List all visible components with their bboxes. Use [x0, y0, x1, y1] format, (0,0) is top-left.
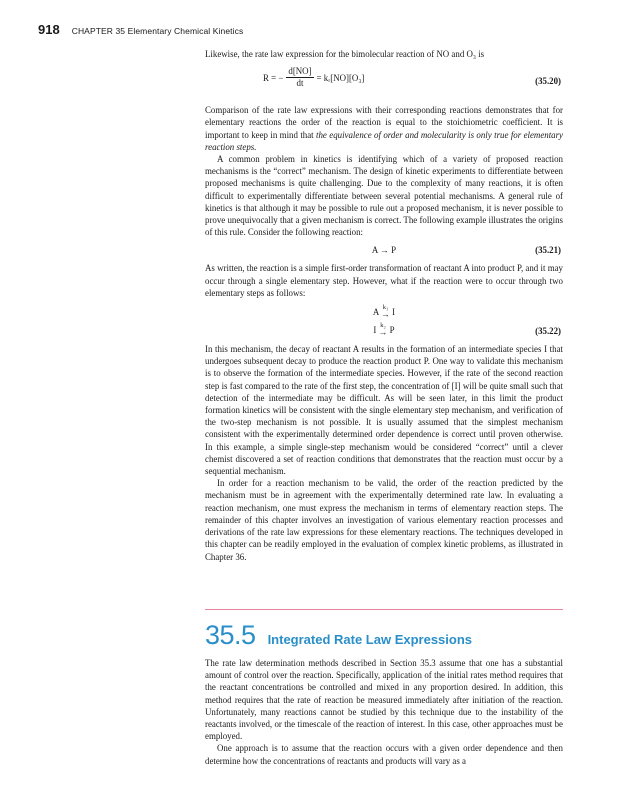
paragraph: One approach is to assume that the reaction occurs with a given order dependence and then determine how the concentrations of reactants and products will vary as a — [205, 743, 563, 766]
equation-number: (35.21) — [535, 245, 561, 256]
equation-lhs: R = − — [263, 72, 284, 83]
emphasis-text: the equivalence of order and molecularity is only true for elementary reaction steps. — [205, 129, 563, 152]
reactant: A — [372, 306, 379, 317]
equation-35-21 — [205, 243, 563, 257]
fraction-numerator: d[NO] — [288, 66, 312, 77]
paragraph: In this mechanism, the decay of reactant A results in the formation of an intermediate species I that undergoes subsequent decay to produce the reaction product P. One way to validate this mechanism is to observe the formation of the intermediate species. However, if the rate of the second reaction step is fast compared to the rate of the first step, the concentration of [I] will be quite small such that detection of the intermediate may be difficult. As will be seen later, in this limit the product formation kinetics will be consistent with the single elementary step mechanism, and verification of the two-step mechanism is not possible. It is usually assumed that the simplest mechanism consistent with the experimentally determined order dependence is correct until proven otherwise. In this example, a simple single-step mechanism would be considered “correct” until a clever chemist discovered a set of reaction conditions that demonstrates that the reaction must occur by a sequential mechanism. — [205, 344, 563, 477]
mechanism-step-1 — [205, 305, 563, 318]
reactant: I — [373, 324, 377, 335]
mechanism-step-2 — [205, 323, 563, 336]
equation-rhs: = kᵣ[NO][O₃] — [316, 72, 365, 83]
product: I — [392, 306, 396, 317]
paragraph — [205, 104, 563, 153]
section-title: Integrated Rate Law Expressions — [267, 632, 473, 647]
section-number: 35.5 — [205, 620, 256, 650]
fraction — [286, 66, 313, 89]
arrow-with-rate-constant — [381, 305, 390, 318]
paragraph: Likewise, the rate law expression for the bimolecular reaction of NO and O₃ is — [205, 49, 485, 59]
paragraph: As written, the reaction is a simple first-order transformation of reactant A into product P, and it may occur through a single elementary step. However, what if the reaction were to occur through two elementary steps as follows: — [205, 263, 563, 298]
equation-number: (35.22) — [535, 326, 561, 337]
rate-constant: k₁ — [382, 304, 389, 312]
section-divider — [205, 609, 563, 610]
page-number: 918 — [38, 22, 60, 37]
equation-number: (35.20) — [535, 76, 561, 87]
equation-35-20 — [205, 66, 563, 96]
arrow-icon: → — [378, 327, 388, 338]
section-text — [205, 657, 563, 767]
equation-35-22 — [205, 303, 563, 339]
paragraph: A common problem in kinetics is identifying which of a variety of proposed reaction mechanisms is the “correct” mechanism. The design of kinetic experiments to differentiate between proposed mechanisms is quite challenging. Due to the complexity of many reactions, it is often difficult to experimentally differentiate between several potential mechanisms. A general rule of kinetics is that although it may be possible to rule out a proposed mechanism, it is never possible to prove unequivocally that a given mechanism is correct. The following example illustrates the origins of this rule. Consider the following reaction: — [205, 154, 563, 238]
paragraph-text: Comparison of the rate law expressions with their corresponding reactions demonstrates that for elementary reactions the order of the reaction is equal to the stoichiometric coefficient. It is important to keep in mind that — [205, 105, 563, 140]
fraction-denominator: dt — [296, 78, 304, 89]
equation-expression: A → P — [371, 245, 397, 256]
product: P — [389, 324, 395, 335]
section-heading — [205, 620, 472, 651]
page-header — [38, 22, 243, 37]
arrow-with-rate-constant — [379, 323, 388, 336]
paragraph: The rate law determination methods described in Section 35.3 assume that one has a substantial amount of control over the reaction. Specifically, application of the initial rates method requires that the reactant concentrations be controlled and mixed in any proportion desired. In addition, this method requires that the rate of reaction be measured immediately after initiation of the reaction. Unfortunately, many reactions cannot be studied by this technique due to the instability of the reactants involved, or the timescale of the reaction of interest. In this case, other approaches must be employed. — [205, 658, 563, 742]
arrow-icon: → — [381, 309, 390, 320]
paragraph: In order for a reaction mechanism to be valid, the order of the reaction predicted by the mechanism must be in agreement with the experimentally determined rate law. In evaluating a reaction mechanism, one must express the mechanism in terms of elementary reaction steps. The remainder of this chapter involves an investigation of various elementary reaction processes and derivations of the rate law expressions for these elementary reactions. The techniques developed in this chapter can be readily employed in the evaluation of complex kinetic problems, as illustrated in Chapter 36. — [205, 478, 563, 562]
main-text — [205, 48, 563, 563]
running-head: CHAPTER 35 Elementary Chemical Kinetics — [71, 26, 244, 36]
rate-constant: k₂ — [380, 322, 386, 330]
